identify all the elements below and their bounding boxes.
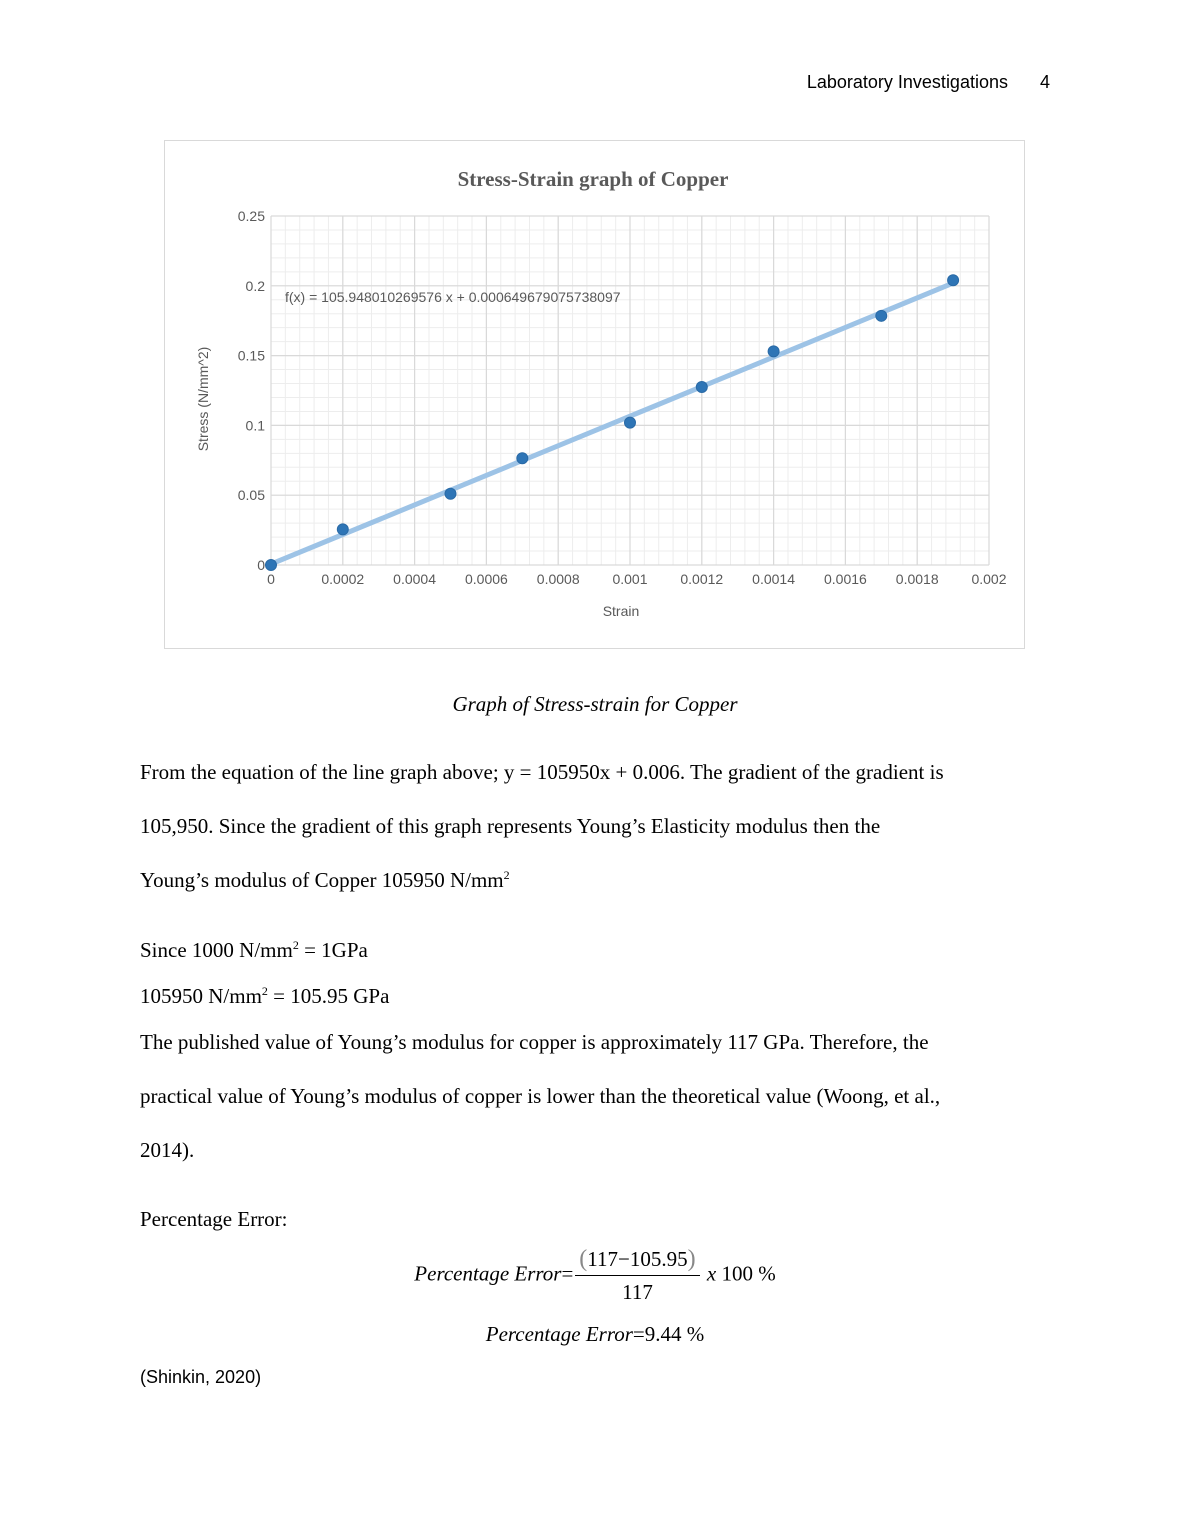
superscript: 2 [261,984,268,998]
conversion-line2 [140,984,389,1009]
y-tick-label: 0.1 [245,417,265,434]
data-point [876,310,887,321]
x-axis-label: Strain [602,603,640,619]
equation-percentage-error-result [0,1322,1190,1347]
percentage-error-label: Percentage Error: [140,1207,288,1231]
page-header [807,72,1050,93]
paragraph2-line1: The published value of Young’s modulus for copper is approximately 117 GPa. Therefore, the [140,1030,929,1054]
y-tick-label: 0.05 [237,487,265,504]
paragraph1-line1: From the equation of the line graph above; y = 105950x + 0.006. The gradient of the gradient is [140,760,944,784]
trendline [271,283,953,564]
paragraph1-line2: 105,950. Since the gradient of this graph represents Young’s Elasticity modulus then the [140,814,881,838]
chart-title: Stress-Strain graph of Copper [457,167,729,191]
x-tick-label: 0.0006 [464,571,508,587]
conversion-line1-a: Since 1000 N/mm [140,938,293,962]
data-point [625,417,636,428]
x-tick-label: 0.0002 [321,571,365,587]
y-tick-label: 0.25 [237,208,265,224]
x-tick-label: 0.0012 [680,571,724,587]
chart-svg [165,141,1026,650]
header-title: Laboratory Investigations [806,72,1008,92]
x-tick-label: 0 [267,571,275,587]
eq1-times: x [706,1261,717,1286]
superscript: 2 [503,868,510,882]
trendline-equation: f(x) = 105.948010269576 x + 0.000649679075738097 [285,289,621,305]
data-point [768,346,779,357]
eq1-denominator: 117 [622,1280,653,1304]
eq1-lhs: Percentage Error [414,1261,562,1286]
eq1-numerator [575,1246,699,1276]
y-tick-label: 0.15 [237,347,265,364]
x-tick-label: 0.0014 [752,571,796,587]
superscript: 2 [292,938,299,952]
data-point [696,382,707,393]
eq1-paren-open: ( [579,1246,588,1272]
eq1-equals: = [561,1261,574,1286]
stress-strain-chart [164,140,1025,649]
data-point [948,275,959,286]
eq2-rhs: 9.44 % [644,1322,705,1346]
paragraph1-line3 [140,868,510,893]
page-number: 4 [1039,72,1050,92]
chart-grid [271,216,989,565]
eq2-equals: = [632,1322,645,1346]
data-point [445,488,456,499]
x-tick-label: 0.0016 [823,571,867,587]
paragraph2-line2: practical value of Young’s modulus of copper is lower than the theoretical value (Woong, et al., [140,1084,941,1108]
conversion-line1 [140,938,368,963]
figure-caption: Graph of Stress-strain for Copper [452,692,738,716]
eq1-paren-close: ) [687,1246,696,1272]
eq1-numerator-text: 117−105.95 [587,1247,688,1271]
x-tick-label: 0.0008 [536,571,580,587]
data-point [266,560,277,571]
conversion-line2-a: 105950 N/mm [140,984,262,1008]
conversion-line1-b: = 1GPa [298,938,368,962]
x-tick-label: 0.001 [612,571,648,587]
x-tick-label: 0.0018 [895,571,939,587]
y-tick-label: 0.2 [245,277,265,294]
y-tick-label: 0 [257,557,265,573]
eq1-fraction [575,1246,699,1305]
y-axis-label: Stress (N/mm^2) [195,346,211,452]
equation-percentage-error-formula [0,1246,1190,1305]
x-tick-label: 0.002 [971,571,1007,587]
conversion-line2-b: = 105.95 GPa [267,984,390,1008]
paragraph2-line3: 2014). [140,1138,195,1162]
citation: (Shinkin, 2020) [140,1367,262,1387]
x-tick-label: 0.0004 [393,571,437,587]
eq1-rhs: 100 % [721,1261,776,1286]
data-point [337,524,348,535]
paragraph1-line3-text: Young’s modulus of Copper 105950 N/mm [140,868,504,892]
data-point [517,453,528,464]
eq2-lhs: Percentage Error [485,1322,633,1346]
